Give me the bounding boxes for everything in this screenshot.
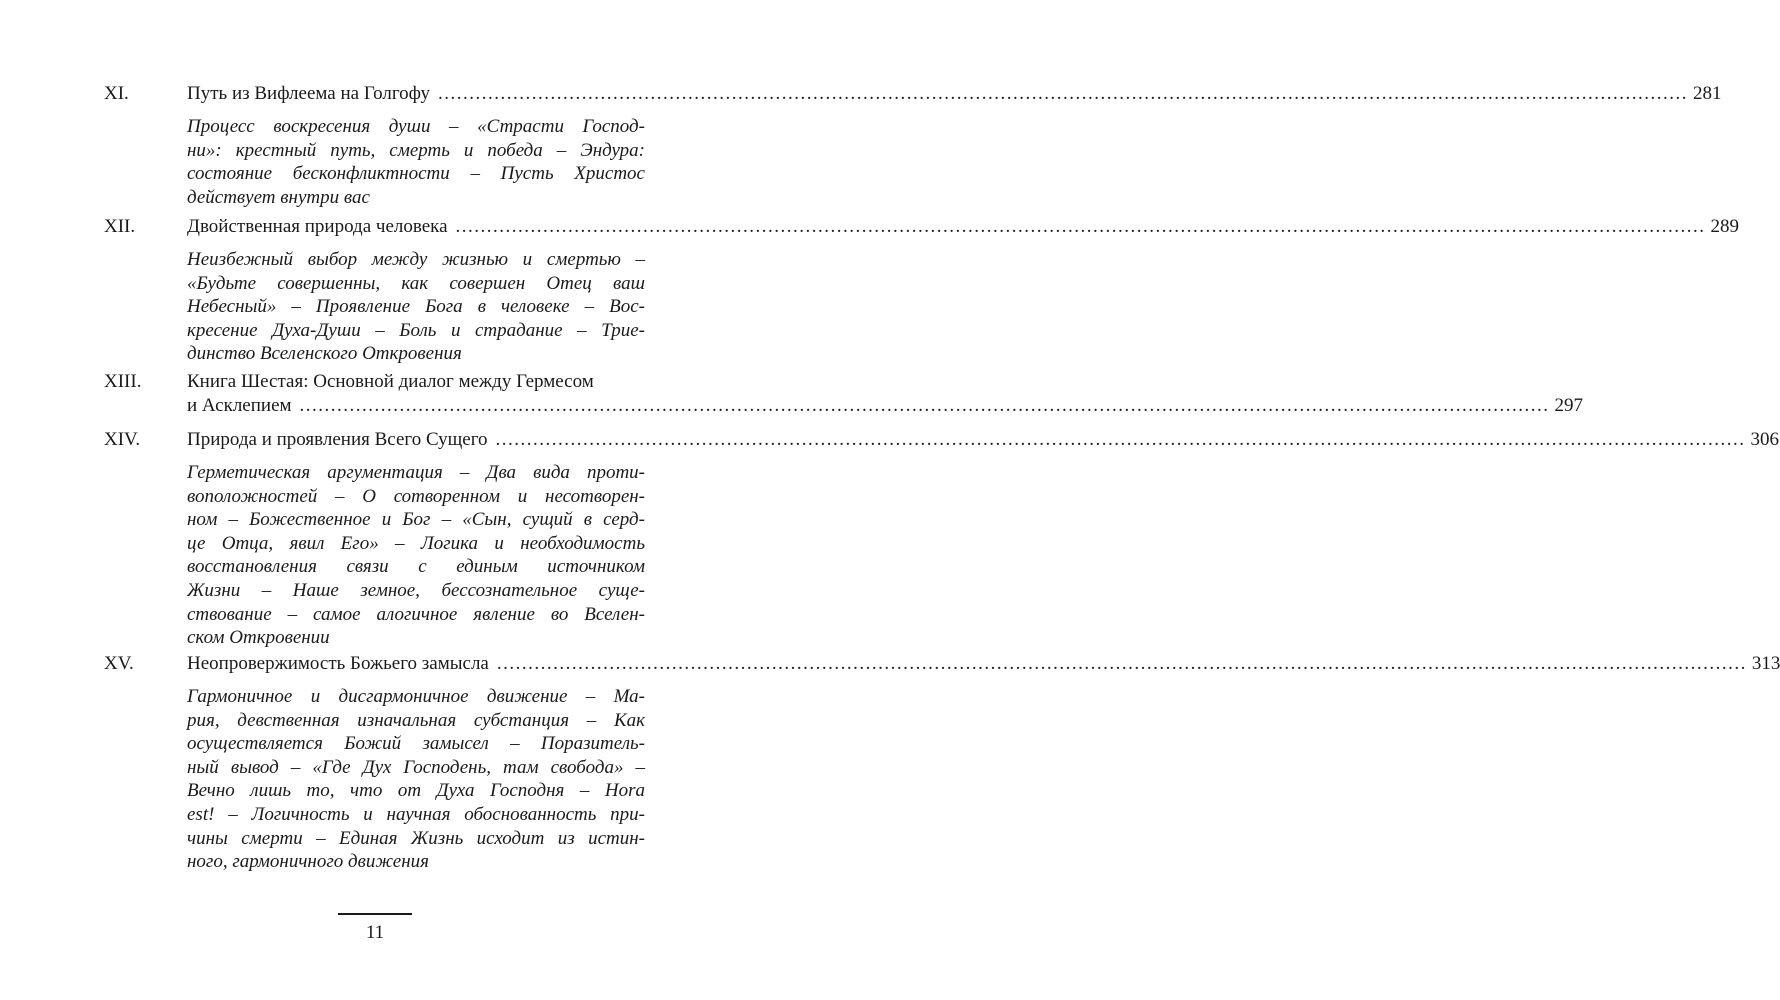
chapter-title [187,370,1584,418]
leader-dots: ........................................................................................................................................................................................................ [495,429,1746,450]
chapter-title [187,82,1722,106]
description-line: восстановления связи с единым источником [187,556,645,578]
chapter-title [187,215,1740,239]
chapter-number: XIII. [104,371,142,392]
chapter-title-text: Путь из Вифлеема на Голгофу [187,83,431,104]
description-line: динство Вселенского Откровения [187,343,462,365]
description-line: Небесный» – Проявление Бога в человеке – Вос- [187,296,645,318]
description-line: ного, гармоничного движения [187,851,429,873]
description-line: ствование – самое алогичное явление во Вселен- [187,603,645,625]
description-line: Герметическая аргументация – Два вида проти- [187,462,645,483]
description-line: воположностей – О сотворенном и несотворен- [187,485,645,507]
chapter-description [187,248,645,366]
chapter-title-text: Природа и проявления Всего Сущего [187,429,488,450]
description-line: осуществляется Божий замысел – Поразитель- [187,733,645,755]
description-line: рия, девственная изначальная субстанция – Как [187,709,645,731]
leader-dots: ........................................................................................................................................................................................................ [299,395,1550,416]
chapter-description [187,115,645,209]
chapter-number: XV. [104,653,134,674]
chapter-number: XI. [104,83,129,104]
chapter-title-text: и Асклепием [187,395,292,416]
chapter-title [187,428,1780,452]
page-ref: 297 [1554,395,1584,416]
description-line: Жизни – Наше земное, бессознательное суще- [187,579,645,601]
description-line: ном – Божественное и Бог – «Сын, сущий в серд- [187,509,645,531]
chapter-title [187,652,1780,676]
description-line: действует внутри вас [187,186,370,208]
leader-dots: ........................................................................................................................................................................................................ [455,216,1706,237]
chapter-description [187,685,645,874]
description-line: состояние бесконфликтности – Пусть Христос [187,163,645,185]
page-ref: 313 [1751,653,1780,674]
description-line: ный вывод – «Где Дух Господень, там свобода» – [187,756,645,778]
description-line: Гармоничное и дисгармоничное движение – Ма- [187,686,645,707]
leader-dots: ........................................................................................................................................................................................................ [496,653,1747,674]
description-line: ни»: крестный путь, смерть и победа – Эндура: [187,139,645,161]
page-ref: 306 [1750,429,1780,450]
description-line: «Будьте совершенны, как совершен Отец ваш [187,272,645,294]
chapter-number: XII. [104,216,136,237]
page-number-rule [338,913,412,915]
leader-dots: ........................................................................................................................................................................................................ [438,83,1689,104]
description-line: Вечно лишь то, что от Духа Господня – Hora [187,780,645,802]
description-line: est! – Логичность и научная обоснованность при- [187,803,645,825]
page-ref: 281 [1693,83,1722,104]
chapter-title-text: Неопровержимость Божьего замысла [187,653,489,674]
description-line: кресение Духа-Души – Боль и страдание – Трие- [187,319,645,341]
chapter-title-text: Двойственная природа человека [187,216,448,237]
description-line: Неизбежный выбор между жизнью и смертью – [187,249,645,270]
description-line: Процесс воскресения души – «Страсти Господ- [187,116,645,137]
chapter-title-text: Книга Шестая: Основной диалог между Гермесом [187,371,594,392]
description-line: це Отца, явил Его» – Логика и необходимость [187,532,645,554]
page-ref: 289 [1710,216,1740,237]
description-line: чины смерти – Единая Жизнь исходит из истин- [187,827,645,849]
description-line: ском Откровении [187,627,330,649]
page-number: 11 [365,922,385,943]
chapter-description [187,461,645,650]
chapter-number: XIV. [104,429,141,450]
